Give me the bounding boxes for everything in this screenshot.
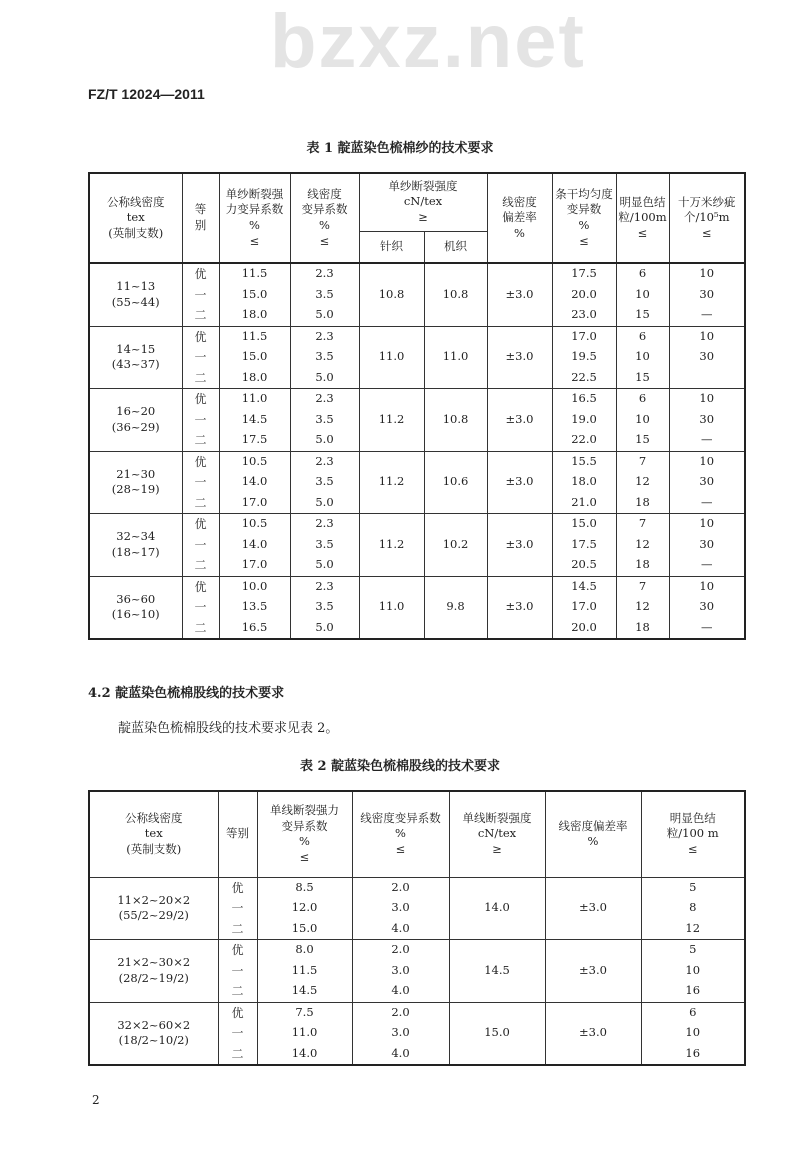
header-line: 力变异系数 xyxy=(225,202,284,217)
woven-cell: 10.6 xyxy=(424,451,487,514)
neps-cell: 18 xyxy=(616,493,669,514)
table-row xyxy=(89,263,745,285)
knit-cell: 11.0 xyxy=(359,326,424,389)
spec-cell-line: 36~60 xyxy=(116,591,156,606)
spec-cell xyxy=(89,940,218,1003)
grade-cell: 二 xyxy=(218,1044,257,1066)
grade-cell: 二 xyxy=(218,981,257,1002)
watermark: bzxz.net xyxy=(270,0,586,84)
header-knit: 针织 xyxy=(359,231,424,263)
section-heading: 4.2 靛蓝染色梳棉股线的技术要求 xyxy=(88,686,285,701)
header-spec xyxy=(89,173,182,263)
header-line: 粒/100 m xyxy=(666,826,719,841)
table-row xyxy=(89,576,745,597)
neps-cell: 16 xyxy=(641,981,745,1002)
strength-cv-cell: 7.5 xyxy=(257,1002,352,1023)
grade-cell: 优 xyxy=(218,1002,257,1023)
density-cv-cell: 3.5 xyxy=(290,597,359,618)
spec-cell xyxy=(89,451,182,514)
density-dev-cell: ±3.0 xyxy=(487,389,552,452)
evenness-cv-cell: 18.0 xyxy=(552,472,616,493)
grade-cell: 一 xyxy=(182,410,219,431)
density-cv-cell: 3.5 xyxy=(290,285,359,306)
strength-cv-cell: 17.5 xyxy=(219,430,290,451)
header-line: 单线断裂强力 xyxy=(270,803,339,818)
evenness-cv-cell: 22.0 xyxy=(552,430,616,451)
spec-cell-line: 16~20 xyxy=(116,404,156,419)
table-row xyxy=(89,326,745,347)
tenacity-cell: 14.5 xyxy=(449,940,545,1003)
strength-cv-cell: 10.0 xyxy=(219,576,290,597)
header-line: (英制支数) xyxy=(108,225,164,240)
header-line: % xyxy=(514,225,525,240)
header-neps xyxy=(616,173,669,263)
neps-cell: 10 xyxy=(641,1023,745,1044)
evenness-cv-cell: 15.5 xyxy=(552,451,616,472)
evenness-cv-cell: 19.5 xyxy=(552,347,616,368)
grade-cell: 优 xyxy=(218,940,257,961)
header-evenness-cv xyxy=(552,173,616,263)
woven-cell: 9.8 xyxy=(424,576,487,639)
density-cv-cell: 3.0 xyxy=(352,1023,449,1044)
density-cv-cell: 4.0 xyxy=(352,919,449,940)
strength-cv-cell: 13.5 xyxy=(219,597,290,618)
density-cv-cell: 2.3 xyxy=(290,326,359,347)
strength-cv-cell: 8.0 xyxy=(257,940,352,961)
density-cv-cell: 5.0 xyxy=(290,493,359,514)
grade-cell: 一 xyxy=(182,597,219,618)
strength-cv-cell: 11.5 xyxy=(257,961,352,982)
header-line: 明显色结 xyxy=(669,810,716,825)
spec-cell xyxy=(89,389,182,452)
header-line: 十万米纱疵 xyxy=(678,194,736,209)
grade-cell: 优 xyxy=(218,877,257,898)
neps-cell: 12 xyxy=(641,919,745,940)
faults-cell: 10 xyxy=(669,326,745,347)
faults-cell xyxy=(669,368,745,389)
spec-cell xyxy=(89,576,182,639)
strength-cv-cell: 11.0 xyxy=(219,389,290,410)
neps-cell: 6 xyxy=(616,263,669,285)
grade-cell: 优 xyxy=(182,576,219,597)
table1-yarn-requirements xyxy=(88,172,746,640)
tenacity-cell: 15.0 xyxy=(449,1002,545,1065)
spec-cell-line: 14~15 xyxy=(116,341,156,356)
density-cv-cell: 3.5 xyxy=(290,410,359,431)
strength-cv-cell: 16.5 xyxy=(219,618,290,640)
neps-cell: 7 xyxy=(616,514,669,535)
table1-title: 表 1 靛蓝染色梳棉纱的技术要求 xyxy=(306,141,494,156)
header-line: 公称线密度 xyxy=(107,194,165,209)
grade-cell: 二 xyxy=(182,430,219,451)
faults-cell: — xyxy=(669,493,745,514)
neps-cell: 15 xyxy=(616,430,669,451)
density-dev-cell: ±3.0 xyxy=(545,940,641,1003)
header-line: 偏差率 xyxy=(502,210,537,225)
header-line: 单纱断裂强度 xyxy=(388,178,458,193)
grade-cell: 一 xyxy=(182,347,219,368)
grade-cell: 二 xyxy=(182,493,219,514)
evenness-cv-cell: 20.0 xyxy=(552,285,616,306)
grade-cell: 一 xyxy=(218,961,257,982)
density-cv-cell: 5.0 xyxy=(290,430,359,451)
density-cv-cell: 2.3 xyxy=(290,263,359,285)
header-line: % xyxy=(249,218,260,232)
neps-cell: 7 xyxy=(616,576,669,597)
header-line: ≤ xyxy=(249,233,260,248)
faults-cell: 30 xyxy=(669,472,745,493)
woven-cell: 10.2 xyxy=(424,514,487,577)
grade-cell: 二 xyxy=(182,618,219,640)
spec-cell-line: (36~29) xyxy=(111,419,160,434)
header-line: tex xyxy=(126,210,145,225)
neps-cell: 10 xyxy=(616,410,669,431)
knit-cell: 10.8 xyxy=(359,263,424,326)
header-line: (英制支数) xyxy=(126,842,182,856)
strength-cv-cell: 14.5 xyxy=(219,410,290,431)
grade-cell: 一 xyxy=(182,535,219,556)
spec-cell-line: (18/2~10/2) xyxy=(118,1033,189,1048)
density-cv-cell: 3.0 xyxy=(352,961,449,982)
header-tenacity xyxy=(449,791,545,877)
grade-cell: 二 xyxy=(182,368,219,389)
header-line: 线密度 xyxy=(502,194,537,209)
knit-cell: 11.0 xyxy=(359,576,424,639)
neps-cell: 8 xyxy=(641,898,745,919)
density-cv-cell: 3.5 xyxy=(290,472,359,493)
header-line: ≤ xyxy=(579,233,589,248)
header-neps xyxy=(641,791,745,877)
evenness-cv-cell: 22.5 xyxy=(552,368,616,389)
header-line: 条干均匀度 xyxy=(555,186,613,201)
spec-cell-line: 21×2~30×2 xyxy=(117,955,191,970)
density-cv-cell: 4.0 xyxy=(352,981,449,1002)
faults-cell: — xyxy=(669,555,745,576)
strength-cv-cell: 14.0 xyxy=(257,1044,352,1066)
evenness-cv-cell: 17.0 xyxy=(552,326,616,347)
density-dev-cell: ±3.0 xyxy=(487,326,552,389)
neps-cell: 6 xyxy=(616,326,669,347)
neps-cell: 12 xyxy=(616,535,669,556)
neps-cell: 5 xyxy=(641,940,745,961)
spec-cell xyxy=(89,514,182,577)
strength-cv-cell: 18.0 xyxy=(219,368,290,389)
header-line: 线密度 xyxy=(307,186,342,201)
header-density-cv xyxy=(352,791,449,877)
table-row xyxy=(89,1002,745,1023)
header-strength-cv xyxy=(219,173,290,263)
standard-code: FZ/T 12024—2011 xyxy=(88,86,205,102)
header-line: 公称线密度 xyxy=(125,810,183,825)
faults-cell: — xyxy=(669,618,745,640)
strength-cv-cell: 17.0 xyxy=(219,493,290,514)
header-line: ≤ xyxy=(687,842,698,856)
table-row xyxy=(89,514,745,535)
header-strength-cv xyxy=(257,791,352,877)
table2-ply-yarn-requirements xyxy=(88,790,746,1066)
strength-cv-cell: 8.5 xyxy=(257,877,352,898)
density-cv-cell: 5.0 xyxy=(290,555,359,576)
density-cv-cell: 2.0 xyxy=(352,940,449,961)
table-row xyxy=(89,389,745,410)
grade-cell: 一 xyxy=(182,472,219,493)
header-woven: 机织 xyxy=(424,231,487,263)
faults-cell: — xyxy=(669,305,745,326)
faults-cell: 30 xyxy=(669,410,745,431)
header-line: 单纱断裂强 xyxy=(225,186,284,201)
header-line: tex xyxy=(144,826,163,841)
grade-cell: 一 xyxy=(218,898,257,919)
header-line: 变异数 xyxy=(566,202,602,217)
header-line: % xyxy=(395,826,406,841)
strength-cv-cell: 14.0 xyxy=(219,535,290,556)
neps-cell: 15 xyxy=(616,368,669,389)
evenness-cv-cell: 14.5 xyxy=(552,576,616,597)
neps-cell: 10 xyxy=(616,347,669,368)
grade-cell: 优 xyxy=(182,326,219,347)
grade-cell: 二 xyxy=(218,919,257,940)
spec-cell-line: 21~30 xyxy=(116,466,156,481)
header-grade xyxy=(218,791,257,877)
spec-cell xyxy=(89,263,182,326)
header-line: cN/tex xyxy=(403,194,443,209)
density-cv-cell: 2.0 xyxy=(352,1002,449,1023)
header-line: ≤ xyxy=(395,842,406,856)
spec-cell-line: (28/2~19/2) xyxy=(118,970,189,985)
woven-cell: 10.8 xyxy=(424,389,487,452)
table-row xyxy=(89,451,745,472)
faults-cell: 30 xyxy=(669,347,745,368)
header-line: 变异系数 xyxy=(301,202,348,217)
strength-cv-cell: 15.0 xyxy=(219,347,290,368)
header-line: ≤ xyxy=(319,233,330,248)
density-dev-cell: ±3.0 xyxy=(545,1002,641,1065)
neps-cell: 16 xyxy=(641,1044,745,1066)
grade-cell: 一 xyxy=(182,285,219,306)
header-line: 别 xyxy=(194,218,207,232)
strength-cv-cell: 18.0 xyxy=(219,305,290,326)
header-line: % xyxy=(299,834,310,849)
density-cv-cell: 3.5 xyxy=(290,347,359,368)
faults-cell: — xyxy=(669,430,745,451)
woven-cell: 11.0 xyxy=(424,326,487,389)
spec-cell-line: (43~37) xyxy=(111,357,160,372)
knit-cell: 11.2 xyxy=(359,514,424,577)
strength-cv-cell: 10.5 xyxy=(219,514,290,535)
header-line: % xyxy=(587,834,599,849)
spec-cell-line: (18~17) xyxy=(111,544,160,559)
section-paragraph: 靛蓝染色梳棉股线的技术要求见表 2。 xyxy=(118,721,339,736)
faults-cell: 10 xyxy=(669,389,745,410)
neps-cell: 15 xyxy=(616,305,669,326)
header-density-cv xyxy=(290,173,359,263)
table2-title: 表 2 靛蓝染色梳棉股线的技术要求 xyxy=(299,759,501,774)
header-line: ≤ xyxy=(701,225,712,240)
neps-cell: 6 xyxy=(616,389,669,410)
density-cv-cell: 2.3 xyxy=(290,576,359,597)
faults-cell: 30 xyxy=(669,285,745,306)
spec-cell-line: 32×2~60×2 xyxy=(117,1017,191,1032)
knit-cell: 11.2 xyxy=(359,451,424,514)
header-density-deviation xyxy=(487,173,552,263)
strength-cv-cell: 12.0 xyxy=(257,898,352,919)
strength-cv-cell: 11.5 xyxy=(219,263,290,285)
density-cv-cell: 3.0 xyxy=(352,898,449,919)
header-grade xyxy=(182,173,219,263)
grade-cell: 优 xyxy=(182,389,219,410)
neps-cell: 10 xyxy=(616,285,669,306)
header-line: 明显色结 xyxy=(619,194,666,209)
header-line: 线密度变异系数 xyxy=(360,810,441,825)
header-line: 等别 xyxy=(226,826,249,841)
evenness-cv-cell: 16.5 xyxy=(552,389,616,410)
strength-cv-cell: 15.0 xyxy=(257,919,352,940)
header-line: ≤ xyxy=(637,225,648,240)
woven-cell: 10.8 xyxy=(424,263,487,326)
evenness-cv-cell: 17.5 xyxy=(552,535,616,556)
faults-cell: 10 xyxy=(669,576,745,597)
header-faults xyxy=(669,173,745,263)
neps-cell: 7 xyxy=(616,451,669,472)
neps-cell: 6 xyxy=(641,1002,745,1023)
header-line: % xyxy=(578,218,590,232)
evenness-cv-cell: 17.5 xyxy=(552,263,616,285)
header-line: ≥ xyxy=(418,210,428,224)
strength-cv-cell: 11.5 xyxy=(219,326,290,347)
density-cv-cell: 5.0 xyxy=(290,618,359,640)
density-dev-cell: ±3.0 xyxy=(487,451,552,514)
spec-cell-line: (55/2~29/2) xyxy=(118,908,189,923)
strength-cv-cell: 14.0 xyxy=(219,472,290,493)
header-density-deviation xyxy=(545,791,641,877)
density-cv-cell: 2.3 xyxy=(290,514,359,535)
spec-cell-line: 11×2~20×2 xyxy=(117,892,191,907)
page-number: 2 xyxy=(92,1093,100,1107)
header-line: 粒/100m xyxy=(618,210,667,225)
grade-cell: 二 xyxy=(182,555,219,576)
density-dev-cell: ±3.0 xyxy=(487,263,552,326)
spec-cell-line: 11~13 xyxy=(116,279,156,294)
evenness-cv-cell: 23.0 xyxy=(552,305,616,326)
density-cv-cell: 2.0 xyxy=(352,877,449,898)
header-line: 变异系数 xyxy=(281,818,328,833)
evenness-cv-cell: 17.0 xyxy=(552,597,616,618)
grade-cell: 优 xyxy=(182,514,219,535)
faults-cell: 30 xyxy=(669,597,745,618)
evenness-cv-cell: 20.5 xyxy=(552,555,616,576)
neps-cell: 18 xyxy=(616,618,669,640)
density-cv-cell: 2.3 xyxy=(290,451,359,472)
faults-cell: 10 xyxy=(669,263,745,285)
knit-cell: 11.2 xyxy=(359,389,424,452)
spec-cell xyxy=(89,326,182,389)
neps-cell: 10 xyxy=(641,961,745,982)
evenness-cv-cell: 21.0 xyxy=(552,493,616,514)
header-line: % xyxy=(319,218,330,232)
neps-cell: 12 xyxy=(616,597,669,618)
spec-cell xyxy=(89,1002,218,1065)
evenness-cv-cell: 19.0 xyxy=(552,410,616,431)
header-spec xyxy=(89,791,218,877)
density-cv-cell: 4.0 xyxy=(352,1044,449,1066)
spec-cell-line: (28~19) xyxy=(111,482,160,497)
header-line: 个/10⁵m xyxy=(683,210,730,225)
header-line: cN/tex xyxy=(477,826,517,841)
faults-cell: 10 xyxy=(669,451,745,472)
density-dev-cell: ±3.0 xyxy=(487,514,552,577)
strength-cv-cell: 15.0 xyxy=(219,285,290,306)
spec-cell-line: (55~44) xyxy=(111,294,160,309)
table-row xyxy=(89,940,745,961)
header-line: 线密度偏差率 xyxy=(558,818,628,833)
strength-cv-cell: 10.5 xyxy=(219,451,290,472)
density-dev-cell: ±3.0 xyxy=(545,877,641,940)
table-row xyxy=(89,877,745,898)
spec-cell-line: 32~34 xyxy=(116,529,156,544)
grade-cell: 优 xyxy=(182,451,219,472)
density-cv-cell: 2.3 xyxy=(290,389,359,410)
neps-cell: 5 xyxy=(641,877,745,898)
evenness-cv-cell: 20.0 xyxy=(552,618,616,640)
strength-cv-cell: 17.0 xyxy=(219,555,290,576)
header-line: 单线断裂强度 xyxy=(462,810,532,825)
strength-cv-cell: 11.0 xyxy=(257,1023,352,1044)
header-line: ≤ xyxy=(299,849,310,864)
grade-cell: 二 xyxy=(182,305,219,326)
header-tenacity xyxy=(359,173,487,231)
tenacity-cell: 14.0 xyxy=(449,877,545,940)
spec-cell-line: (16~10) xyxy=(111,607,160,622)
grade-cell: 优 xyxy=(182,263,219,285)
neps-cell: 12 xyxy=(616,472,669,493)
grade-cell: 一 xyxy=(218,1023,257,1044)
neps-cell: 18 xyxy=(616,555,669,576)
header-line: 等 xyxy=(194,202,207,217)
density-cv-cell: 3.5 xyxy=(290,535,359,556)
header-line: ≥ xyxy=(492,842,502,856)
strength-cv-cell: 14.5 xyxy=(257,981,352,1002)
density-dev-cell: ±3.0 xyxy=(487,576,552,639)
spec-cell xyxy=(89,877,218,940)
faults-cell: 10 xyxy=(669,514,745,535)
density-cv-cell: 5.0 xyxy=(290,368,359,389)
faults-cell: 30 xyxy=(669,535,745,556)
evenness-cv-cell: 15.0 xyxy=(552,514,616,535)
density-cv-cell: 5.0 xyxy=(290,305,359,326)
